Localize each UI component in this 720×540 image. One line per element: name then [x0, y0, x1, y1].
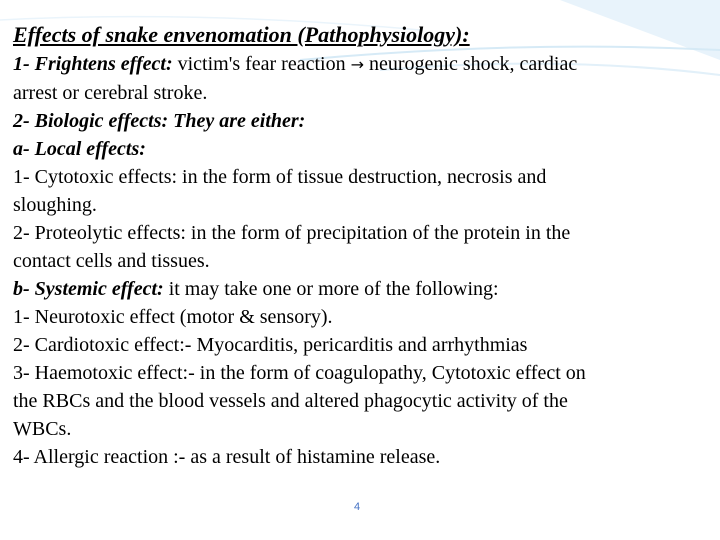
haemotoxic-line-cont: the RBCs and the blood vessels and altered phagocytic activity of the: [13, 390, 568, 412]
frightens-line: [13, 50, 713, 79]
haemotoxic-line-end: WBCs.: [13, 418, 72, 440]
cardiotoxic-line: 2- Cardiotoxic effect:- Myocarditis, pericarditis and arrhythmias: [13, 334, 528, 356]
frightens-result: neurogenic shock, cardiac: [363, 53, 578, 75]
local-effects-heading: a- Local effects:: [13, 138, 146, 160]
frightens-line-cont: arrest or cerebral stroke.: [13, 82, 208, 104]
cytotoxic-line: 1- Cytotoxic effects: in the form of tissue destruction, necrosis and: [13, 166, 547, 188]
frightens-text: victim's fear reaction: [172, 53, 351, 75]
cytotoxic-line-cont: sloughing.: [13, 194, 97, 216]
frightens-label: 1- Frightens effect:: [13, 53, 173, 75]
proteolytic-line-cont: contact cells and tissues.: [13, 250, 210, 272]
systemic-text: it may take one or more of the following:: [163, 278, 499, 300]
systemic-label: b- Systemic effect:: [13, 278, 164, 300]
haemotoxic-line: 3- Haemotoxic effect:- in the form of coagulopathy, Cytotoxic effect on: [13, 362, 586, 384]
slide-title: Effects of snake envenomation (Pathophysiology):: [13, 22, 470, 47]
slide-body: [13, 20, 713, 471]
biologic-effects-heading: 2- Biologic effects: They are either:: [13, 110, 306, 132]
neurotoxic-line: 1- Neurotoxic effect (motor & sensory).: [13, 306, 333, 328]
page-number: 4: [354, 501, 361, 513]
proteolytic-line: 2- Proteolytic effects: in the form of precipitation of the protein in the: [13, 222, 571, 244]
allergic-line: 4- Allergic reaction :- as a result of histamine release.: [13, 446, 441, 468]
arrow-icon: →: [350, 55, 364, 74]
systemic-line: [13, 275, 713, 303]
